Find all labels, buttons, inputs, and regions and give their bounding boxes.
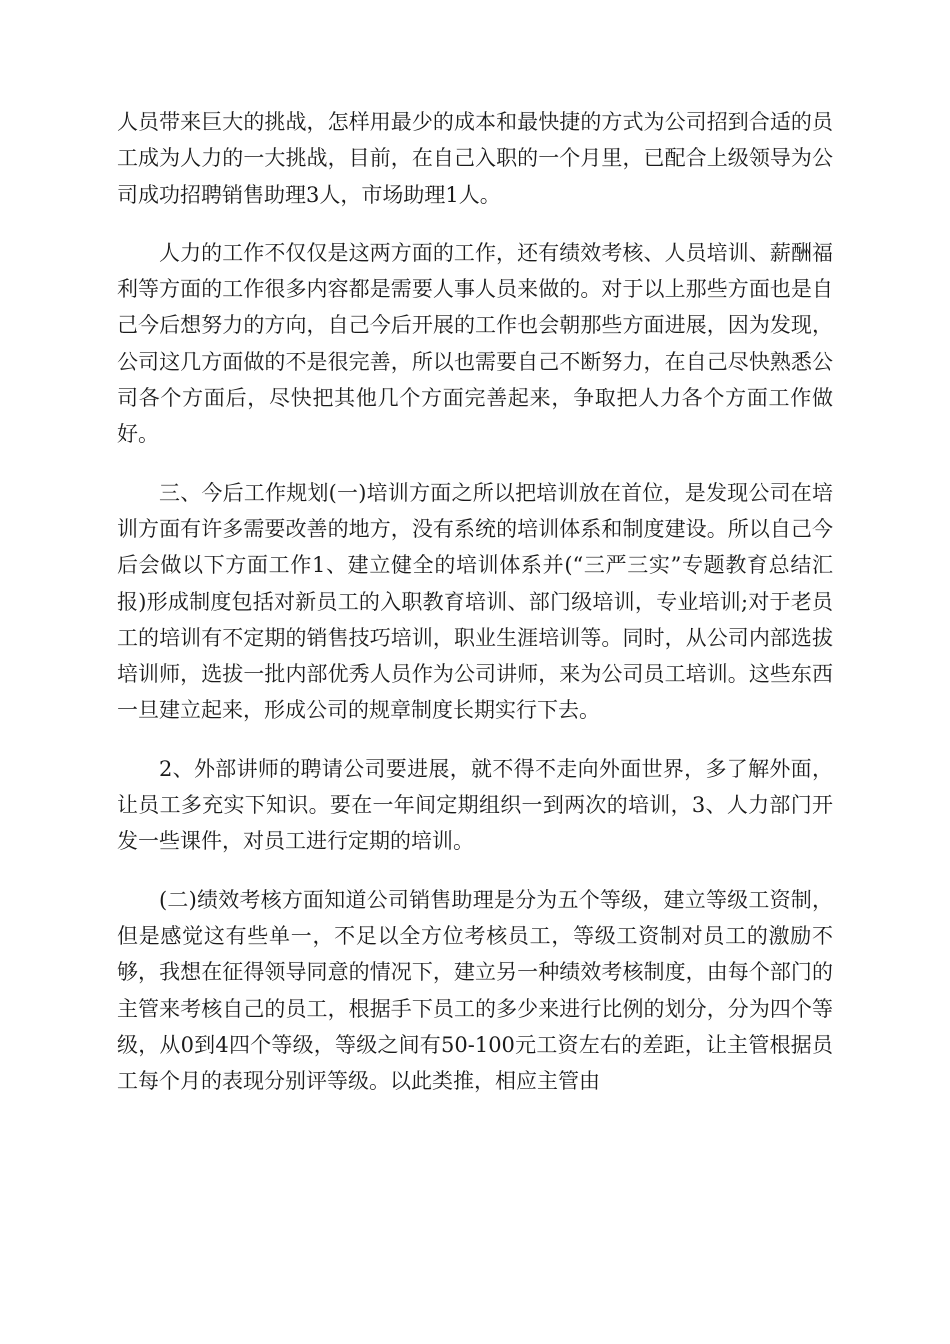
paragraph-hr-work-scope: 人力的工作不仅仅是这两方面的工作，还有绩效考核、人员培训、薪酬福利等方面的工作很多内容都是需要人事人员来做的。对于以上那些方面也是自己今后想努力的方向，自己今后开展的工作也会朝那些方面进展，因为发现，公司这几方面做的不是很完善，所以也需要自己不断努力，在自己尽快熟悉公司各个方面后，尽快把其他几个方面完善起来，争取把人力各个方面工作做好。 bbox=[117, 240, 833, 447]
paragraph-training-plan: 三、今后工作规划(一)培训方面之所以把培训放在首位，是发现公司在培训方面有许多需要改善的地方，没有系统的培训体系和制度建设。所以自己今后会做以下方面工作1、建立健全的培训体系并(“三严三实”专题教育总结汇报)形成制度包括对新员工的入职教育培训、部门级培训，专业培训;对于老员工的培训有不定期的销售技巧培训，职业生涯培训等。同时，从公司内部选拔培训师，选拔一批内部优秀人员作为公司讲师，来为公司员工培训。这些东西一旦建立起来，形成公司的规章制度长期实行下去。 bbox=[117, 480, 833, 723]
paragraph-recruitment-challenge: 人员带来巨大的挑战，怎样用最少的成本和最快捷的方式为公司招到合适的员工成为人力的一大挑战，目前，在自己入职的一个月里，已配合上级领导为公司成功招聘销售助理3人，市场助理1人。 bbox=[117, 110, 833, 207]
paragraph-external-trainers: 2、外部讲师的聘请公司要进展，就不得不走向外面世界，多了解外面，让员工多充实下知识。要在一年间定期组织一到两次的培训，3、人力部门开发一些课件，对员工进行定期的培训。 bbox=[117, 756, 833, 854]
paragraph-performance-appraisal: (二)绩效考核方面知道公司销售助理是分为五个等级，建立等级工资制，但是感觉这有些单一，不足以全方位考核员工，等级工资制对员工的激励不够，我想在征得领导同意的情况下，建立另一种绩效考核制度，由每个部门的主管来考核自己的员工，根据手下员工的多少来进行比例的划分，分为四个等级，从0到4四个等级，等级之间有50-100元工资左右的差距，让主管根据员工每个月的表现分别评等级。以此类推，相应主管由 bbox=[117, 887, 833, 1094]
document-body bbox=[117, 104, 833, 1121]
